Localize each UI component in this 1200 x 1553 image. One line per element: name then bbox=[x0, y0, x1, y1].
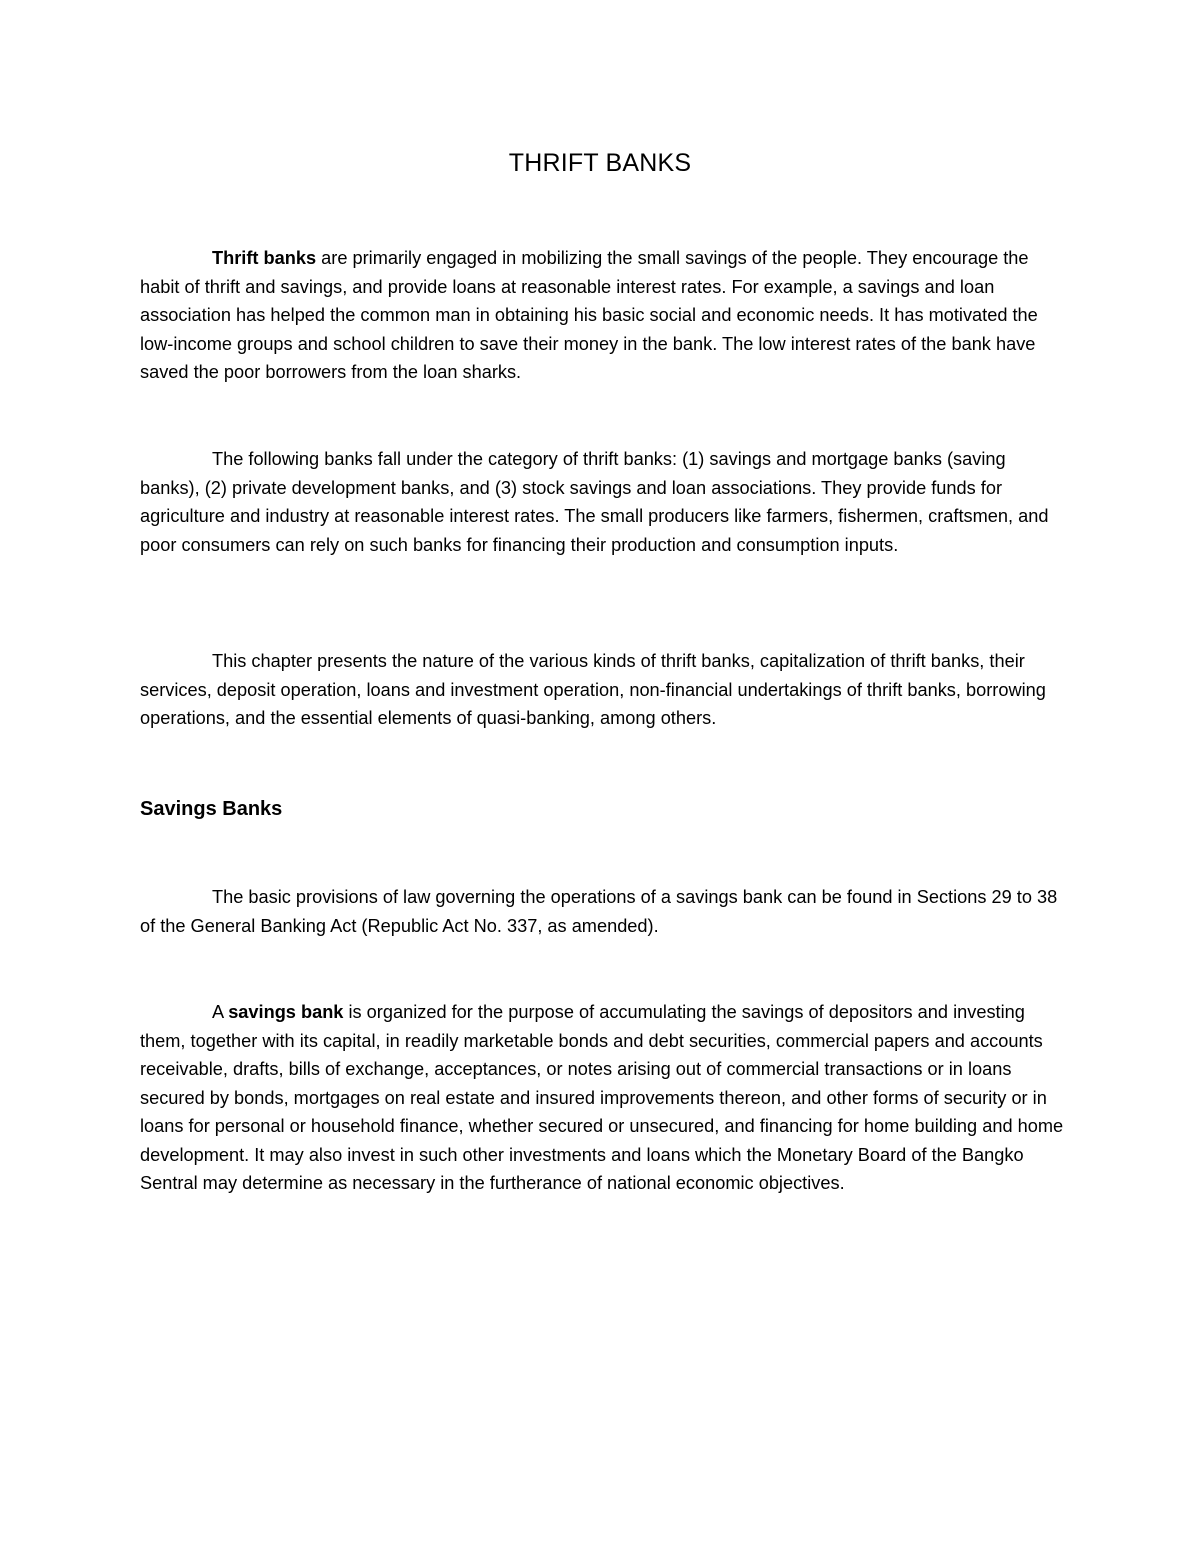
paragraph-legal-provisions: The basic provisions of law governing the operations of a savings bank can be found in Sections 29 to 38 of the General Banking Act (Republic Act No. 337, as amended). bbox=[140, 887, 1058, 936]
paragraph-intro-text: are primarily engaged in mobilizing the small savings of the people. They encourage the habit of thrift and savings, and provide loans at reasonable interest rates. For example, a savings and loan association has helped the common man in obtaining his basic social and economic needs. It has motivated the low-income groups and school children to save their money in the bank. The low interest rates of the bank have saved the poor borrowers from the loan sharks. bbox=[140, 248, 1038, 382]
paragraph-definition-text: is organized for the purpose of accumulating the savings of depositors and investing them, together with its capital, in readily marketable bonds and debt securities, commercial papers and accounts receivable, drafts, bills of exchange, acceptances, or notes arising out of commercial transactions or in loans secured by bonds, mortgages on real estate and insured improvements thereon, and other forms of security or in loans for personal or household finance, whether secured or unsecured, and financing for home building and home development. It may also invest in such other investments and loans which the Monetary Board of the Bangko Sentral may determine as necessary in the furtherance of national economic objectives. bbox=[140, 1002, 1064, 1193]
term-savings-bank: savings bank bbox=[228, 1002, 344, 1022]
paragraph-definition-lead: A bbox=[212, 1002, 229, 1022]
paragraph-savings-bank-definition bbox=[140, 998, 1065, 1198]
paragraph-intro bbox=[140, 244, 1065, 387]
paragraph-chapter-overview: This chapter presents the nature of the various kinds of thrift banks, capitalization of thrift banks, their services, deposit operation, loans and investment operation, non-financial undertakings of thrift banks, borrowing operations, and the essential elements of quasi-banking, among others. bbox=[140, 651, 1046, 728]
section-heading-savings-banks: Savings Banks bbox=[140, 798, 283, 820]
paragraph-categories: The following banks fall under the category of thrift banks: (1) savings and mortgage banks (saving banks), (2) private development banks, and (3) stock savings and loan associations. They provide funds for agriculture and industry at reasonable interest rates. The small producers like farmers, fishermen, craftsmen, and poor consumers can rely on such banks for financing their production and consumption inputs. bbox=[140, 449, 1049, 555]
document-title: THRIFT BANKS bbox=[508, 149, 692, 177]
term-thrift-banks: Thrift banks bbox=[212, 248, 317, 268]
